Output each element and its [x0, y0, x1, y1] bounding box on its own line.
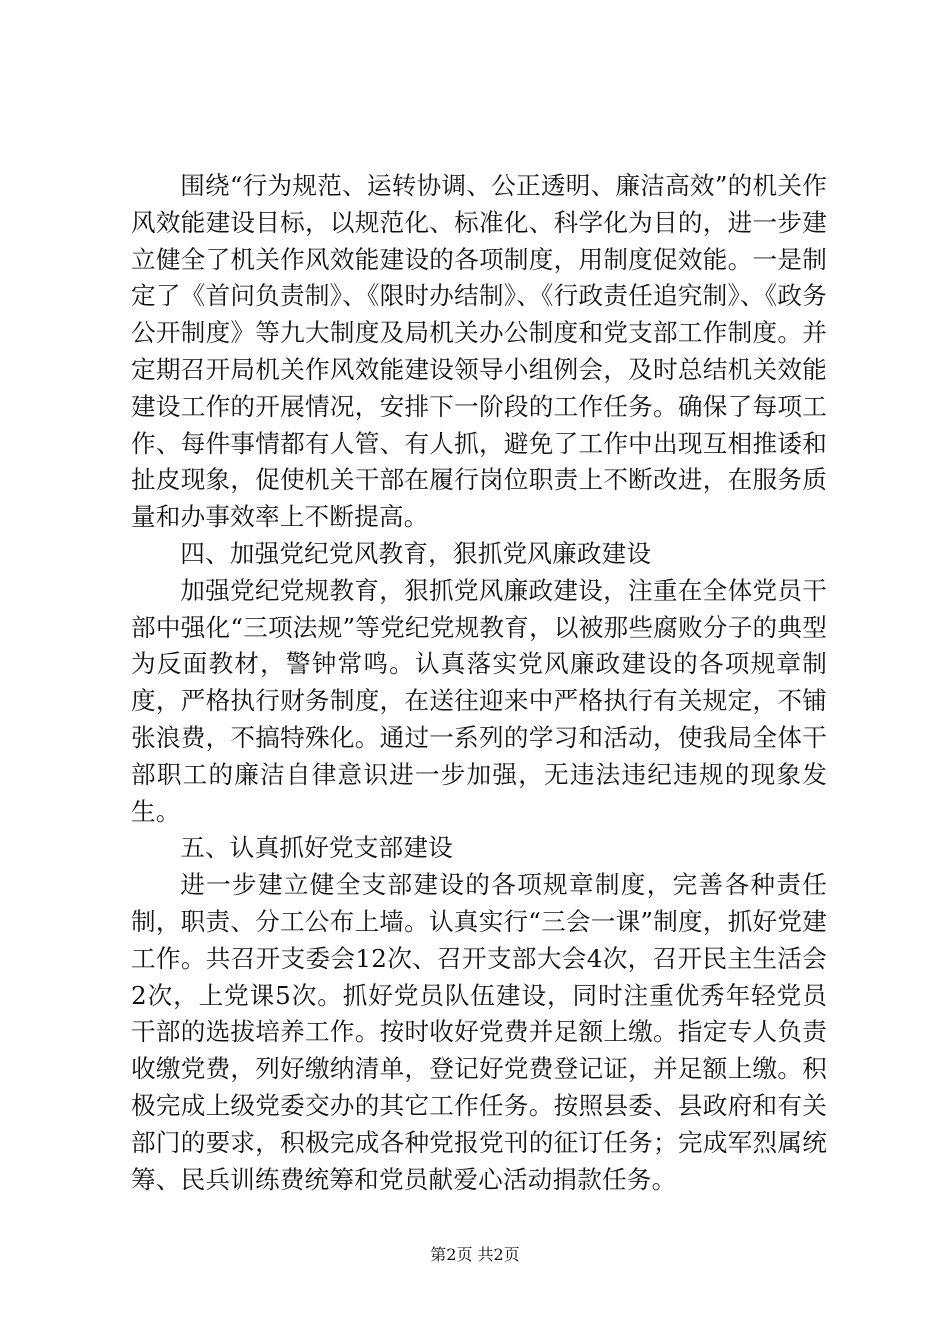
section-heading-party-discipline: 四、加强党纪党风教育，狠抓党风廉政建设 — [180, 538, 652, 568]
paragraph-party-branch: 进一步建立健全支部建设的各项规章制度，完善各种责任制，职责、分工公布上墙。认真实行“三会一课”制度，抓好党建工作。共召开支委会12次、召开支部大会4次，召开民主生活会2次，上党课5次。抓好党员队伍建设，同时注重优秀年轻党员干部的选拔培养工作。按时收好党费并足额上缴。指定专人负责收缴党费，列好缴纳清单，登记好党费登记证，并足额上缴。积极完成上级党委交办的其它工作任务。按照县委、县政府和有关部门的要求，积极完成各种党报党刊的征订任务；完成军烈属统筹、民兵训练费统筹和党员献爱心活动捐款任务。 — [131, 870, 827, 1194]
paragraph-work-style-system: 围绕“行为规范、运转协调、公正透明、廉洁高效”的机关作风效能建设目标，以规范化、标准化、科学化为目的，进一步建立健全了机关作风效能建设的各项制度，用制度促效能。一是制定了《首问负责制》、《限时办结制》、《行政责任追究制》、《政务公开制度》等九大制度及局机关办公制度和党支部工作制度。并定期召开局机关作风效能建设领导小组例会，及时总结机关效能建设工作的开展情况，安排下一阶段的工作任务。确保了每项工作、每件事情都有人管、有人抓，避免了工作中出现互相推诿和扯皮现象，促使机关干部在履行岗位职责上不断改进，在服务质量和办事效率上不断提高。 — [131, 171, 827, 532]
document-body — [131, 168, 827, 1198]
page-number-footer: 第2页 共2页 — [430, 1245, 520, 1264]
paragraph-party-discipline: 加强党纪党规教育，狠抓党风廉政建设，注重在全体党员干部中强化“三项法规”等党纪党规教育，以被那些腐败分子的典型为反面教材，警钟常鸣。认真落实党风廉政建设的各项规章制度，严格执行财务制度，在送往迎来中严格执行有关规定，不铺张浪费，不搞特殊化。通过一系列的学习和活动，使我局全体干部职工的廉洁自律意识进一步加强，无违法违纪违规的现象发生。 — [131, 575, 827, 826]
section-heading-party-branch: 五、认真抓好党支部建设 — [180, 833, 453, 863]
